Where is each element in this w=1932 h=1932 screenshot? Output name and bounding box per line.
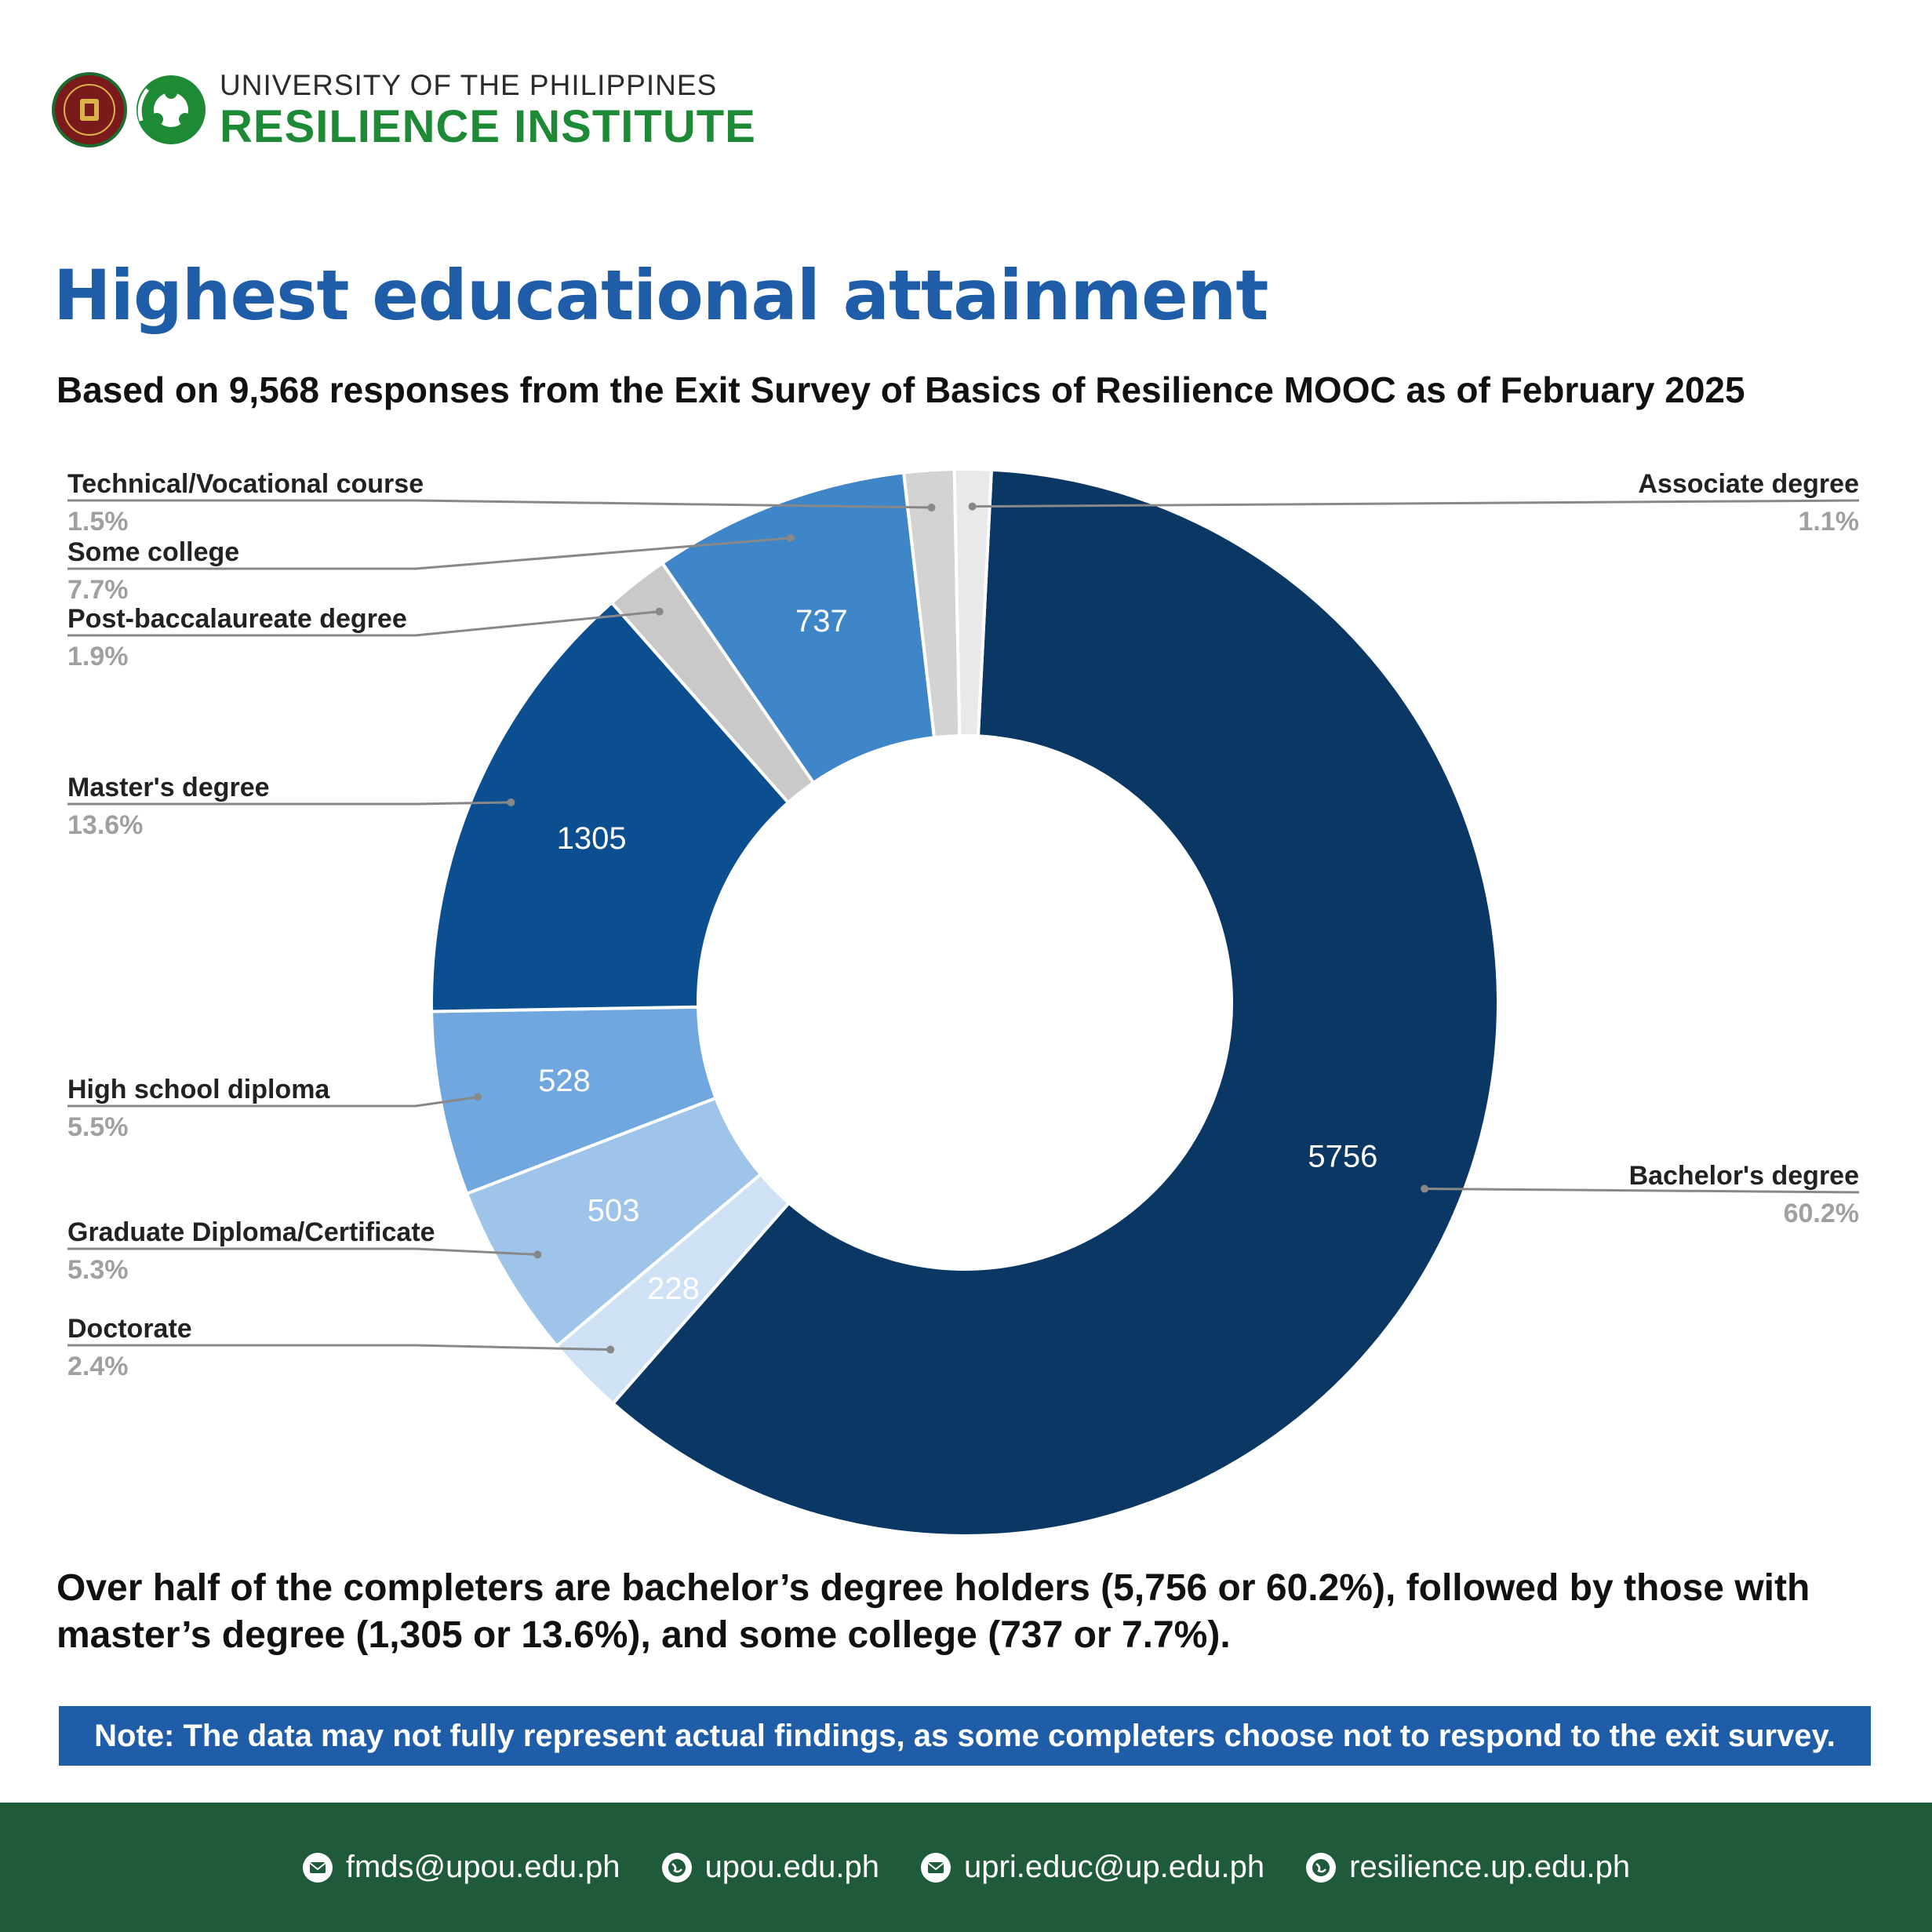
callout-percent-associate-degree: 1.1%	[1798, 507, 1859, 537]
value-label-bachelor-s-degree: 5756	[1308, 1139, 1378, 1174]
org-name-line2: RESILIENCE INSTITUTE	[220, 101, 756, 152]
callout-dot-post-baccalaureate-degree	[656, 608, 664, 616]
callout-dot-master-s-degree	[507, 799, 515, 806]
callout-percent-doctorate: 2.4%	[67, 1352, 129, 1381]
callout-percent-high-school-diploma: 5.5%	[67, 1112, 129, 1142]
callout-line-doctorate	[67, 1345, 610, 1350]
footer-contact-text: resilience.up.edu.ph	[1349, 1850, 1631, 1884]
org-name-line1: UNIVERSITY OF THE PHILIPPINES	[220, 69, 718, 101]
callout-label-some-college: Some college	[67, 537, 240, 567]
callout-percent-graduate-diploma-certificate: 5.3%	[67, 1255, 129, 1285]
footer-contact-text: upou.edu.ph	[704, 1850, 880, 1884]
value-label-doctorate: 228	[647, 1271, 700, 1306]
email-icon	[920, 1852, 951, 1883]
email-icon	[302, 1852, 333, 1883]
callout-percent-some-college: 7.7%	[67, 575, 129, 605]
footer-contact-3[interactable]	[1305, 1850, 1630, 1885]
callout-label-master-s-degree: Master's degree	[67, 773, 270, 802]
callout-dot-high-school-diploma	[474, 1093, 482, 1101]
footer	[0, 1803, 1932, 1932]
note-banner: Note: The data may not fully represent actual findings, as some completers choose not to respond to the exit survey.	[59, 1706, 1871, 1766]
callout-label-post-baccalaureate-degree: Post-baccalaureate degree	[67, 604, 407, 634]
page-title: Highest educational attainment	[53, 255, 1268, 336]
callout-line-graduate-diploma-certificate	[67, 1249, 537, 1254]
callout-label-associate-degree: Associate degree	[1638, 469, 1859, 499]
footer-contact-text: upri.educ@up.edu.ph	[964, 1850, 1265, 1884]
value-label-high-school-diploma: 528	[538, 1064, 591, 1099]
callout-label-technical-vocational-course: Technical/Vocational course	[67, 469, 424, 499]
callout-dot-associate-degree	[969, 503, 977, 511]
callout-label-graduate-diploma-certificate: Graduate Diploma/Certificate	[67, 1217, 435, 1247]
callout-dot-technical-vocational-course	[928, 504, 936, 511]
footer-contacts	[0, 1803, 1932, 1932]
footer-contact-text: fmds@upou.edu.ph	[345, 1850, 620, 1884]
callout-percent-technical-vocational-course: 1.5%	[67, 507, 129, 537]
footer-contact-2[interactable]	[920, 1850, 1264, 1885]
callout-label-bachelor-s-degree: Bachelor's degree	[1628, 1161, 1859, 1191]
callout-label-doctorate: Doctorate	[67, 1314, 192, 1344]
page-subtitle: Based on 9,568 responses from the Exit Survey of Basics of Resilience MOOC as of February 2025	[56, 369, 1745, 410]
callout-dot-bachelor-s-degree	[1421, 1185, 1428, 1193]
callout-dot-graduate-diploma-certificate	[533, 1250, 541, 1258]
callout-dot-doctorate	[606, 1346, 614, 1354]
value-label-some-college: 737	[795, 604, 848, 639]
callout-percent-master-s-degree: 13.6%	[67, 810, 144, 840]
callout-label-high-school-diploma: High school diploma	[67, 1075, 330, 1104]
footer-contact-1[interactable]	[661, 1850, 879, 1885]
callout-percent-post-baccalaureate-degree: 1.9%	[67, 642, 129, 671]
globe-icon	[1305, 1852, 1337, 1883]
globe-icon	[661, 1852, 693, 1883]
footer-contact-0[interactable]	[302, 1850, 620, 1885]
callout-line-master-s-degree	[67, 802, 511, 804]
value-label-graduate-diploma-certificate: 503	[587, 1193, 640, 1228]
value-label-master-s-degree: 1305	[556, 821, 627, 857]
callout-dot-some-college	[787, 534, 795, 542]
callout-percent-bachelor-s-degree: 60.2%	[1783, 1199, 1859, 1228]
summary-text: Over half of the completers are bachelor’s degree holders (5,756 or 60.2%), followed by those with master’s degree (1,305 or 13.6%), and some college (737 or 7.7%).	[56, 1567, 1810, 1656]
